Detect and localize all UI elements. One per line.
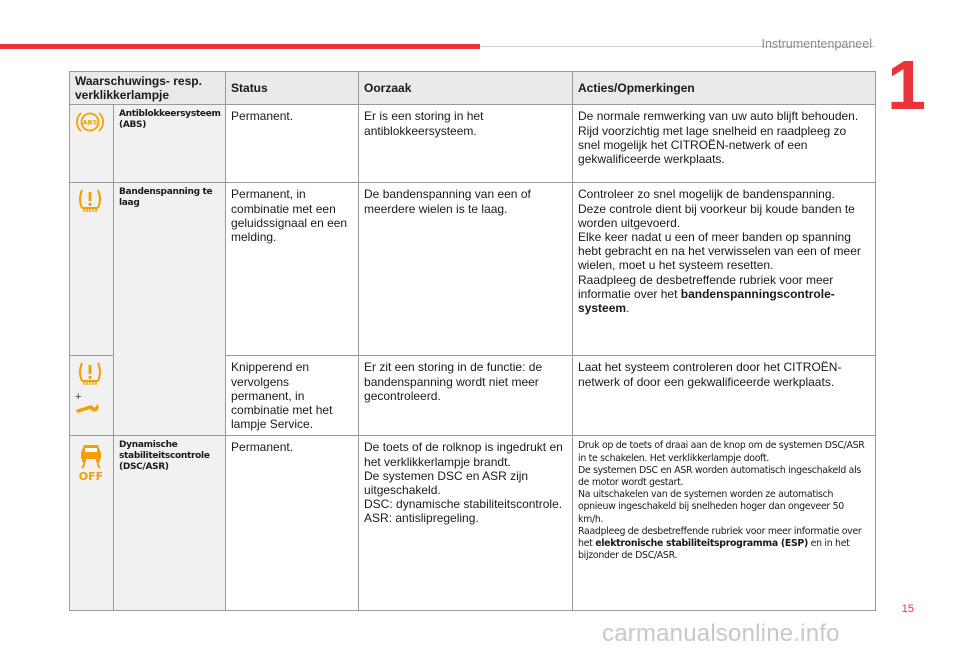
wrench-icon <box>75 402 101 419</box>
lamp-name: Dynamische stabiliteitscontrole (DSC/ASR) <box>114 436 226 611</box>
tyre-pressure-warning-icon <box>75 187 105 218</box>
cause-cell <box>359 436 573 611</box>
table-row-tyre-pressure <box>70 183 876 356</box>
table-header-row <box>70 72 876 105</box>
header-accent-bar <box>0 44 480 49</box>
action-line: Raadpleeg de desbetreffende rubriek voor meer informatie over het <box>578 525 862 550</box>
lamp-name: Bandenspanning te laag <box>114 183 226 436</box>
action-cell: Laat het systeem controleren door het CITROËN-netwerk of door een gekwalificeerde werkplaats. <box>573 356 876 436</box>
action-cell <box>573 436 876 611</box>
action-end: en in het bijzonder de DSC/ASR. <box>578 538 850 562</box>
icon-cell <box>70 183 114 356</box>
column-header-status: Status <box>226 72 359 105</box>
cause-line: De toets of de rolknop is ingedrukt en het verklikkerlampje brandt. <box>364 440 563 469</box>
action-line: Na uitschakelen van de systemen worden ze automatisch opnieuw ingeschakeld bij snelheden hoger dan ongeveer 50 km/h. <box>578 489 844 525</box>
plus-sign: + <box>75 390 82 403</box>
action-emphasis: elektronische stabiliteitsprogramma (ESP) <box>595 538 808 550</box>
action-line: Controleer zo snel mogelijk de bandenspanning. <box>578 187 835 202</box>
icon-cell <box>70 105 114 183</box>
column-header-lamp: Waarschuwings- resp. verklikkerlampje <box>70 72 226 105</box>
status-cell: Permanent, in combinatie met een geluidssignaal en een melding. <box>226 183 359 356</box>
action-end: . <box>626 301 630 316</box>
icon-cell <box>70 436 114 611</box>
action-emphasis: bandenspanningscontrole-systeem <box>578 286 835 316</box>
tyre-pressure-and-service-icon <box>75 360 105 391</box>
chapter-number: 1 <box>887 46 926 124</box>
cause-line: ASR: antislipregeling. <box>364 511 479 526</box>
table-row-dsc-asr <box>70 436 876 611</box>
dsc-asr-off-icon <box>75 440 107 487</box>
abs-warning-icon <box>75 109 105 138</box>
column-header-actions: Acties/Opmerkingen <box>573 72 876 105</box>
cause-cell: De bandenspanning van een of meerdere wielen is te laag. <box>359 183 573 356</box>
action-cell: De normale remwerking van uw auto blijft behouden. Rijd voorzichtig met lage snelheid en raadpleeg zo snel mogelijk het CITROËN-netwerk of een gekwalificeerde werkplaats. <box>573 105 876 183</box>
action-line: Raadpleeg de desbetreffende rubriek voor meer informatie over het <box>578 272 834 301</box>
cause-line: De systemen DSC en ASR zijn uitgeschakeld. <box>364 468 529 498</box>
warning-lamps-table <box>69 71 876 611</box>
cause-line: DSC: dynamische stabiliteitscontrole. <box>364 497 563 512</box>
section-title: Instrumentenpaneel <box>761 37 872 51</box>
cause-cell: Er is een storing in het antiblokkeersysteem. <box>359 105 573 183</box>
status-cell: Permanent. <box>226 105 359 183</box>
watermark: carmanualsonline.info <box>602 620 840 647</box>
svg-text:ABS: ABS <box>82 119 98 128</box>
status-cell: Permanent. <box>226 436 359 611</box>
action-line: De systemen DSC en ASR worden automatisch ingeschakeld als de motor wordt gestart. <box>578 464 861 489</box>
icon-cell <box>70 356 114 436</box>
status-cell: Knipperend en vervolgens permanent, in combinatie met het lampje Service. <box>226 356 359 436</box>
column-header-cause: Oorzaak <box>359 72 573 105</box>
page-number: 15 <box>901 603 914 615</box>
action-line: Elke keer nadat u een of meer banden op spanning hebt gebracht en na het verwisselen van een of meer wielen, moet u het systeem resetten. <box>578 230 861 273</box>
action-line: Druk op de toets of draai aan de knop om de systemen DSC/ASR in te schakelen. Het verklikkerlampje dooft. <box>578 440 865 464</box>
svg-text:OFF: OFF <box>78 470 104 484</box>
cause-cell: Er zit een storing in de functie: de bandenspanning wordt niet meer gecontroleerd. <box>359 356 573 436</box>
action-cell <box>573 183 876 356</box>
lamp-name: Antiblokkeersysteem (ABS) <box>114 105 226 183</box>
table-row-abs <box>70 105 876 183</box>
action-line: Deze controle dient bij voorkeur bij koude banden te worden uitgevoerd. <box>578 201 855 230</box>
